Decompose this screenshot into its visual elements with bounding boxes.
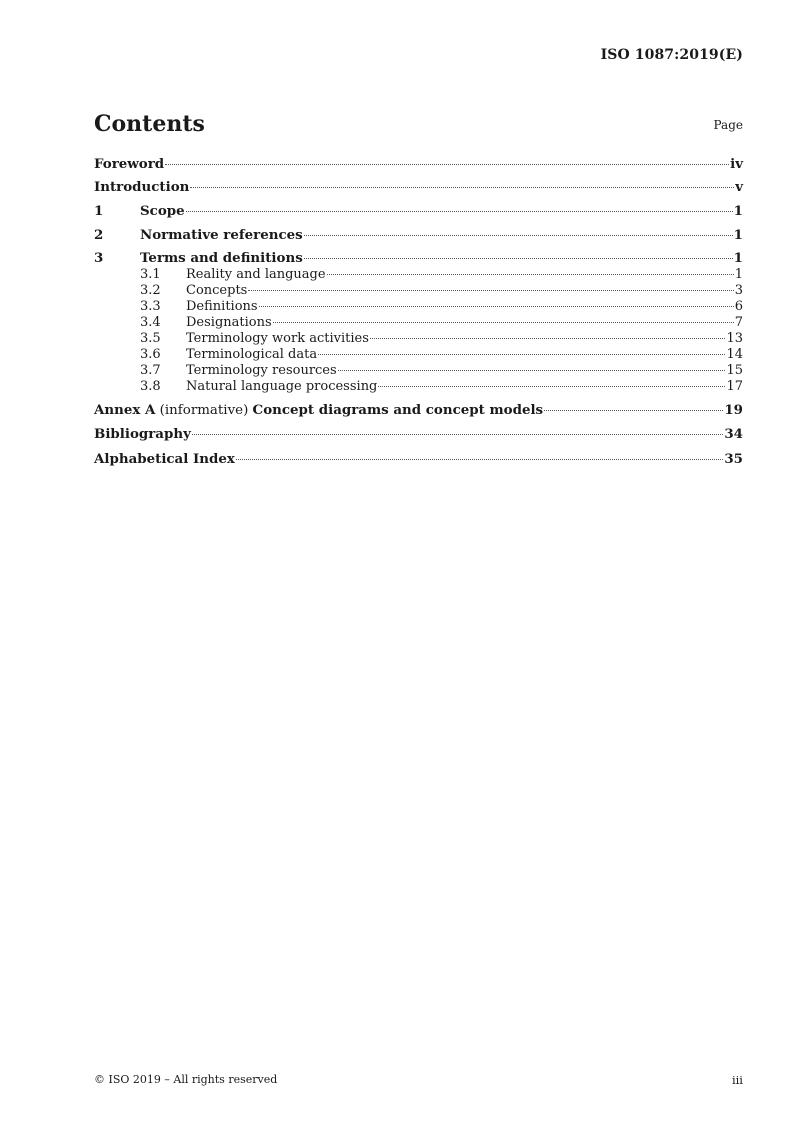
toc-entry-number: 3.5 — [140, 331, 161, 346]
dot-leader — [165, 164, 729, 165]
toc-entry-page: 19 — [724, 402, 743, 418]
toc-entry-label: Scope — [140, 203, 185, 219]
toc-entry-page: v — [735, 179, 743, 195]
copyright-notice: © ISO 2019 – All rights reserved — [94, 1073, 278, 1086]
toc-entry-normative-references[interactable] — [94, 227, 743, 243]
dot-leader — [304, 258, 733, 259]
toc-entry-terms-and-definitions[interactable] — [94, 250, 743, 266]
toc-entry-foreword[interactable] — [94, 156, 743, 172]
page-column-label: Page — [713, 118, 743, 132]
toc-entry-label: Terminology work activities — [186, 331, 369, 346]
dot-leader — [190, 187, 734, 188]
dot-leader — [378, 386, 725, 387]
dot-leader — [327, 274, 734, 275]
toc-entry-page: iv — [730, 156, 743, 172]
toc-entry-page: 13 — [726, 331, 743, 346]
toc-entry-label: Alphabetical Index — [94, 451, 235, 467]
toc-entry-page: 1 — [734, 267, 743, 282]
dot-leader — [192, 434, 724, 435]
toc-subentry-3-6[interactable] — [94, 347, 743, 363]
toc-entry-page: 1 — [733, 227, 743, 243]
toc-entry-label: Terminological data — [186, 347, 318, 362]
toc-entry-alphabetical-index[interactable] — [94, 451, 743, 467]
toc-entry-page: 7 — [734, 315, 743, 330]
contents-heading: Contents — [94, 111, 205, 137]
toc-entry-number: 1 — [94, 203, 104, 219]
toc-entry-label: Introduction — [94, 179, 190, 195]
toc-entry-page: 1 — [733, 203, 743, 219]
toc-entry-number: 3.4 — [140, 315, 161, 330]
toc-entry-number: 3.7 — [140, 363, 161, 378]
toc-entry-page: 34 — [724, 426, 743, 442]
toc-entry-introduction[interactable] — [94, 179, 743, 195]
toc-subentry-3-3[interactable] — [94, 299, 743, 315]
toc-entry-label: Concepts — [186, 283, 248, 298]
dot-leader — [259, 306, 734, 307]
toc-entry-page: 17 — [726, 379, 743, 394]
dot-leader — [304, 235, 733, 236]
toc-entry-label: Bibliography — [94, 426, 191, 442]
dot-leader — [370, 338, 726, 339]
table-of-contents — [94, 0, 743, 1122]
toc-subentry-3-5[interactable] — [94, 331, 743, 347]
dot-leader — [186, 211, 733, 212]
annex-title: Concept diagrams and concept models — [252, 402, 544, 418]
toc-subentry-3-4[interactable] — [94, 315, 743, 331]
toc-subentry-3-2[interactable] — [94, 283, 743, 299]
dot-leader — [248, 290, 733, 291]
toc-entry-number: 3.1 — [140, 267, 161, 282]
toc-entry-page: 1 — [733, 250, 743, 266]
toc-entry-number: 2 — [94, 227, 104, 243]
toc-entry-page: 6 — [734, 299, 743, 314]
toc-entry-label: Normative references — [140, 227, 303, 243]
toc-entry-page: 35 — [724, 451, 743, 467]
toc-entry-label: Reality and language — [186, 267, 326, 282]
toc-entry-label: Terms and definitions — [140, 250, 303, 266]
dot-leader — [544, 410, 723, 411]
toc-subentry-3-7[interactable] — [94, 363, 743, 379]
toc-subentry-3-1[interactable] — [94, 267, 743, 283]
toc-entry-annex-a[interactable] — [94, 402, 743, 418]
toc-entry-number: 3.3 — [140, 299, 161, 314]
toc-entry-label: Definitions — [186, 299, 258, 314]
toc-entry-number: 3 — [94, 250, 104, 266]
dot-leader — [236, 459, 724, 460]
toc-entry-label: Natural language processing — [186, 379, 378, 394]
toc-entry-page: 3 — [734, 283, 743, 298]
page-number: iii — [731, 1073, 743, 1087]
dot-leader — [318, 354, 725, 355]
toc-subentry-3-8[interactable] — [94, 379, 743, 395]
toc-entry-page: 15 — [726, 363, 743, 378]
dot-leader — [338, 370, 726, 371]
annex-informative-note: (informative) — [155, 403, 253, 418]
toc-entry-number: 3.6 — [140, 347, 161, 362]
toc-entry-scope[interactable] — [94, 203, 743, 219]
toc-entry-label: Terminology resources — [186, 363, 337, 378]
toc-entry-number: 3.8 — [140, 379, 161, 394]
toc-entry-page: 14 — [726, 347, 743, 362]
toc-entry-label: Designations — [186, 315, 272, 330]
toc-entry-number: 3.2 — [140, 283, 161, 298]
dot-leader — [273, 322, 734, 323]
toc-entry-label: Foreword — [94, 156, 165, 172]
document-id: ISO 1087:2019(E) — [600, 47, 743, 63]
toc-entry-bibliography[interactable] — [94, 426, 743, 442]
annex-prefix: Annex A — [94, 402, 156, 418]
toc-entry-label — [94, 402, 543, 419]
